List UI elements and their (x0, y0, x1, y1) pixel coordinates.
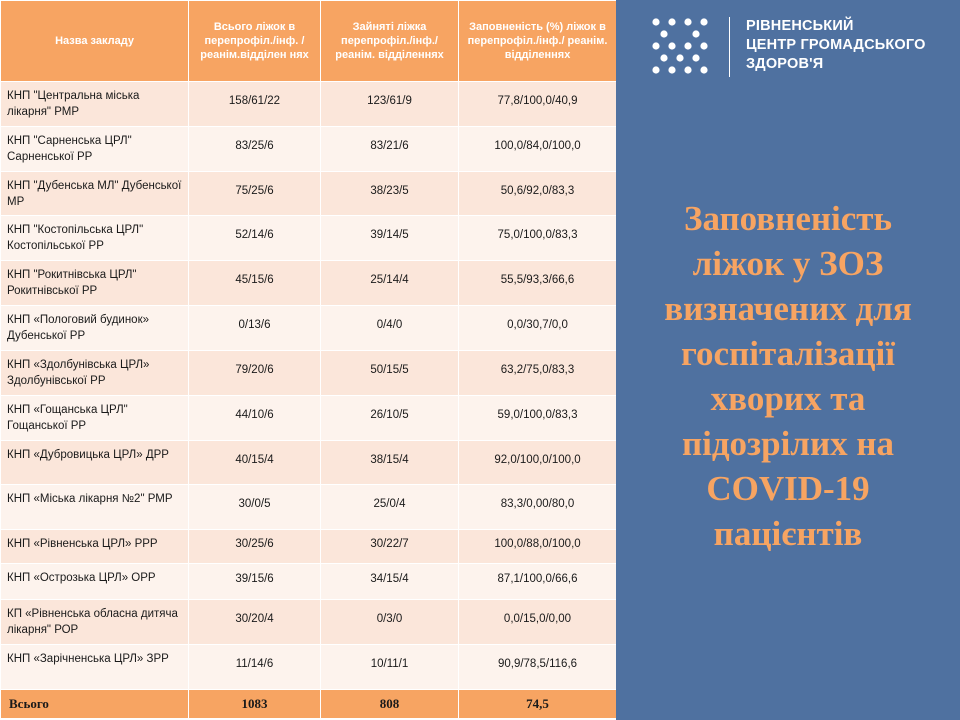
slide-title-line: ліжок у ЗОЗ (692, 244, 884, 283)
facility-name: КНП «Дубровицька ЦРЛ» ДРР (1, 441, 189, 485)
table-row (1, 172, 617, 216)
slide-title-line: госпіталізації (681, 334, 895, 373)
table-total-row (1, 690, 617, 719)
slide-title-line: визначених для (664, 289, 912, 328)
occupied-beds: 38/23/5 (321, 172, 459, 216)
header-total-beds: Всього ліжок в перепрофіл./інф. /реанім.відділен нях (189, 1, 321, 82)
total-beds: 158/61/22 (189, 82, 321, 127)
organization-name-line: ЗДОРОВ'Я (746, 56, 824, 72)
table-row (1, 564, 617, 600)
facility-name: КНП «Зарічненська ЦРЛ» ЗРР (1, 645, 189, 690)
facility-name: КНП "Рокитнівська ЦРЛ" Рокитнівської РР (1, 261, 189, 306)
table-row (1, 600, 617, 645)
total-beds: 79/20/6 (189, 351, 321, 396)
table-row (1, 645, 617, 690)
dotted-x-logo-icon (648, 14, 712, 78)
facility-name: КНП "Сарненська ЦРЛ" Сарненської РР (1, 127, 189, 172)
occupancy-percent: 63,2/75,0/83,3 (459, 351, 617, 396)
total-beds: 30/25/6 (189, 530, 321, 564)
header-occupied-beds: Зайняті ліжка перепрофіл./інф./ реанім. відділеннях (321, 1, 459, 82)
slide-title-line: COVID-19 (706, 469, 870, 508)
occupied-beds: 25/14/4 (321, 261, 459, 306)
slide-title (630, 196, 946, 556)
total-beds: 30/0/5 (189, 485, 321, 530)
occupancy-percent: 59,0/100,0/83,3 (459, 396, 617, 441)
occupied-beds: 30/22/7 (321, 530, 459, 564)
occupancy-percent: 77,8/100,0/40,9 (459, 82, 617, 127)
organization-name-line: ЦЕНТР ГРОМАДСЬКОГО (746, 37, 926, 53)
table-row (1, 82, 617, 127)
facility-name: КНП «Острозька ЦРЛ» ОРР (1, 564, 189, 600)
total-beds: 39/15/6 (189, 564, 321, 600)
table-body (1, 82, 617, 690)
total-beds: 83/25/6 (189, 127, 321, 172)
title-panel (616, 0, 960, 720)
table-row (1, 530, 617, 564)
organization-name-line: РІВНЕНСЬКИЙ (746, 18, 854, 34)
total-beds: 52/14/6 (189, 216, 321, 261)
table-header-row (1, 1, 617, 82)
occupied-beds: 83/21/6 (321, 127, 459, 172)
table-row (1, 261, 617, 306)
total-beds: 40/15/4 (189, 441, 321, 485)
facility-name: КНП «Рівненська ЦРЛ» РРР (1, 530, 189, 564)
table-row (1, 306, 617, 351)
table-row (1, 127, 617, 172)
slide-title-line: пацієнтів (713, 514, 863, 553)
occupancy-percent: 50,6/92,0/83,3 (459, 172, 617, 216)
occupied-beds: 0/3/0 (321, 600, 459, 645)
table-row (1, 216, 617, 261)
occupancy-percent: 0,0/15,0/0,00 (459, 600, 617, 645)
occupied-beds: 38/15/4 (321, 441, 459, 485)
total-beds: 11/14/6 (189, 645, 321, 690)
occupancy-percent: 55,5/93,3/66,6 (459, 261, 617, 306)
total-beds: 0/13/6 (189, 306, 321, 351)
occupancy-percent: 90,9/78,5/116,6 (459, 645, 617, 690)
slide-title-line: підозрілих на (681, 424, 895, 463)
table-row (1, 441, 617, 485)
total-beds: 45/15/6 (189, 261, 321, 306)
occupied-beds: 26/10/5 (321, 396, 459, 441)
facility-name: КНП "Центральна міська лікарня" РМР (1, 82, 189, 127)
facility-name: КНП "Дубенська МЛ" Дубенської МР (1, 172, 189, 216)
table-row (1, 485, 617, 530)
occupancy-percent: 0,0/30,7/0,0 (459, 306, 617, 351)
facility-name: КНП «Міська лікарня №2" РМР (1, 485, 189, 530)
occupied-beds: 0/4/0 (321, 306, 459, 351)
occupied-beds-sum: 808 (321, 690, 459, 719)
occupied-beds: 50/15/5 (321, 351, 459, 396)
total-beds: 75/25/6 (189, 172, 321, 216)
facility-name: КНП «Здолбунівська ЦРЛ» Здолбунівської РР (1, 351, 189, 396)
facility-name: КНП «Гощанська ЦРЛ" Гощанської РР (1, 396, 189, 441)
occupancy-percent-total: 74,5 (459, 690, 617, 719)
table-row (1, 351, 617, 396)
occupied-beds: 25/0/4 (321, 485, 459, 530)
occupancy-percent: 83,3/0,00/80,0 (459, 485, 617, 530)
facility-name: КП «Рівненська обласна дитяча лікарня" РОР (1, 600, 189, 645)
occupancy-percent: 100,0/84,0/100,0 (459, 127, 617, 172)
slide-title-line: Заповненість (683, 199, 893, 238)
occupancy-percent: 87,1/100,0/66,6 (459, 564, 617, 600)
total-label: Всього (1, 690, 189, 719)
occupied-beds: 123/61/9 (321, 82, 459, 127)
logo-divider (729, 17, 730, 77)
occupied-beds: 34/15/4 (321, 564, 459, 600)
slide-title-line: хворих та (710, 379, 866, 418)
facility-name: КНП "Костопільська ЦРЛ" Костопільської РР (1, 216, 189, 261)
occupancy-percent: 92,0/100,0/100,0 (459, 441, 617, 485)
total-beds-sum: 1083 (189, 690, 321, 719)
header-facility-name: Назва закладу (1, 1, 189, 82)
facility-name: КНП «Пологовий будинок» Дубенської РР (1, 306, 189, 351)
organization-name (746, 17, 926, 74)
header-occupancy-percent: Заповненість (%) ліжок в перепрофіл./інф./ реанім. відділеннях (459, 1, 617, 82)
occupied-beds: 10/11/1 (321, 645, 459, 690)
total-beds: 44/10/6 (189, 396, 321, 441)
occupied-beds: 39/14/5 (321, 216, 459, 261)
occupancy-percent: 100,0/88,0/100,0 (459, 530, 617, 564)
total-beds: 30/20/4 (189, 600, 321, 645)
table-row (1, 396, 617, 441)
occupancy-percent: 75,0/100,0/83,3 (459, 216, 617, 261)
